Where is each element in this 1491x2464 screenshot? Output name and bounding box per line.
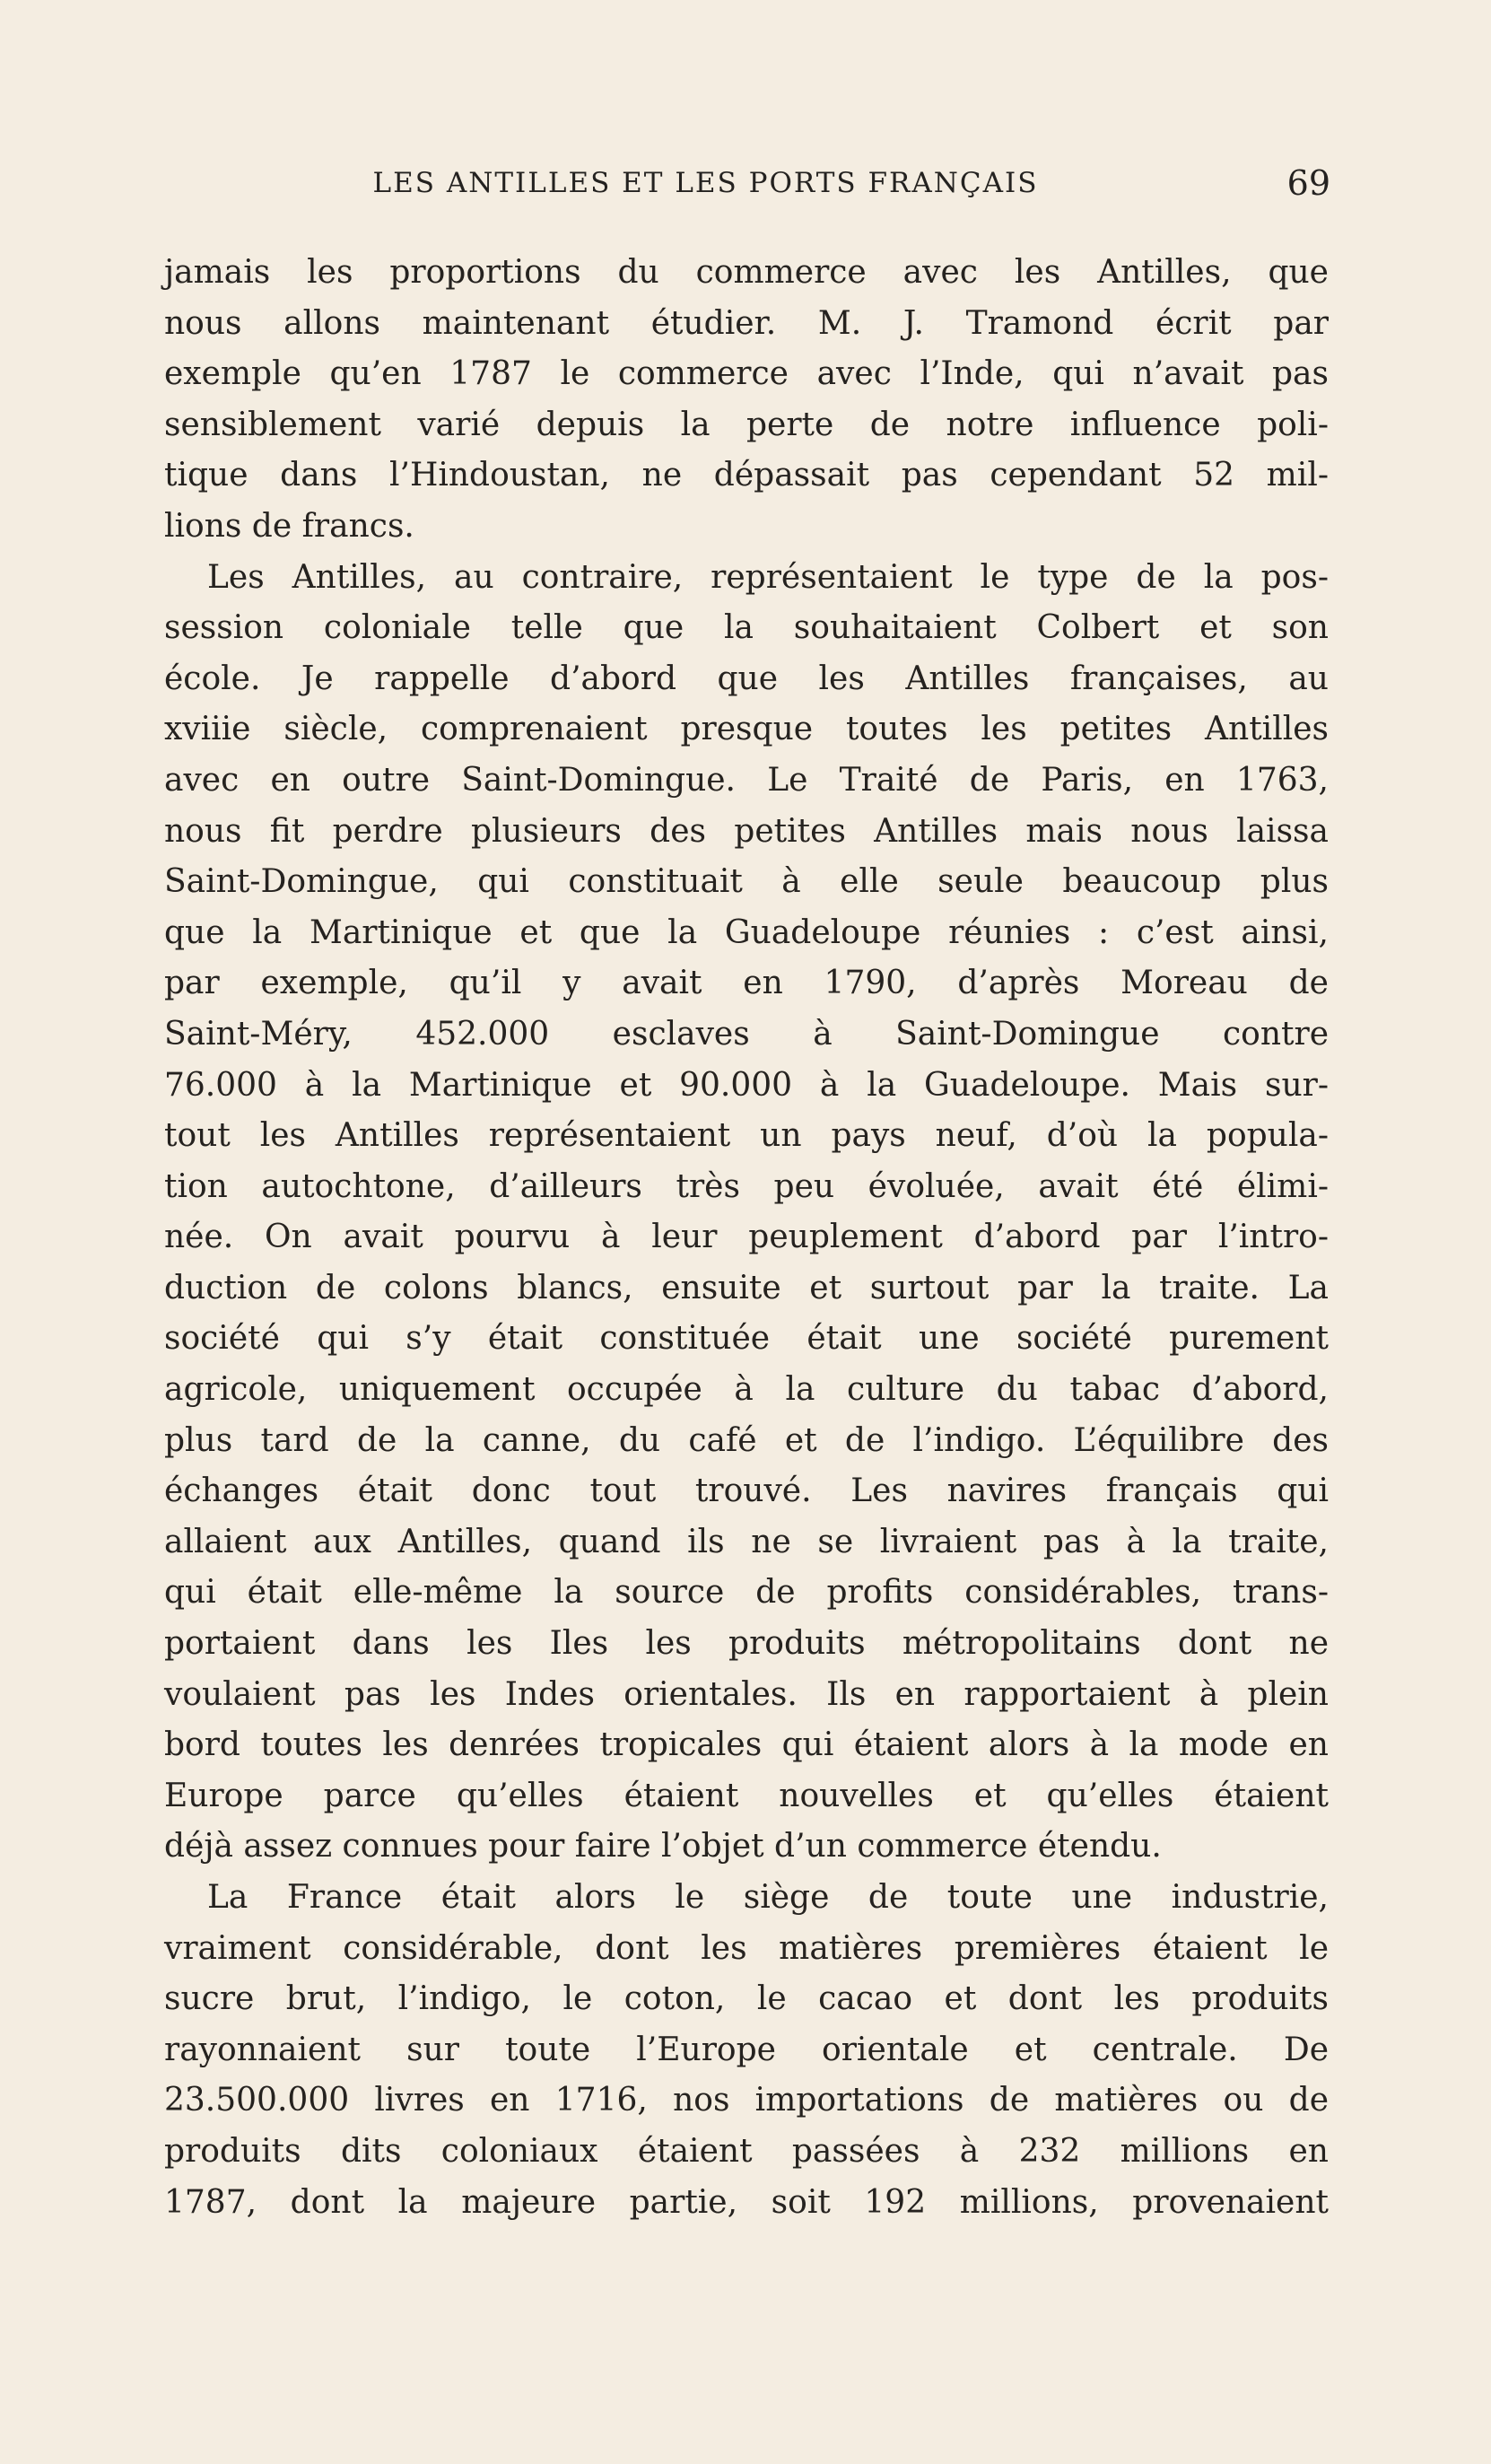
text-line: duction de colons blancs, ensuite et surtout par la traite. La xyxy=(164,1269,1329,1306)
paragraph xyxy=(164,1873,1329,2228)
text-line: tion autochtone, d’ailleurs très peu évoluée, avait été élimi- xyxy=(164,1167,1329,1205)
text-line: rayonnaient sur toute l’Europe orientale et centrale. De xyxy=(164,2031,1329,2068)
text-line: sucre brut, l’indigo, le coton, le cacao et dont les produits xyxy=(164,1980,1329,2018)
page-number: 69 xyxy=(1286,163,1330,203)
text-line: société qui s’y était constituée était une société purement xyxy=(164,1320,1329,1358)
text-line: voulaient pas les Indes orientales. Ils en rapportaient à plein xyxy=(164,1675,1329,1713)
text-line: avec en outre Saint-Domingue. Le Traité de Paris, en 1763, xyxy=(164,761,1329,799)
text-line: nous allons maintenant étudier. M. J. Tramond écrit par xyxy=(164,304,1329,342)
text-line: Europe parce qu’elles étaient nouvelles et qu’elles étaient xyxy=(164,1777,1329,1814)
text-line: Saint-Méry, 452.000 esclaves à Saint-Domingue contre xyxy=(164,1015,1329,1053)
text-line: 23.500.000 livres en 1716, nos importations de matières ou de xyxy=(164,2082,1329,2119)
text-line: produits dits coloniaux étaient passées à 232 millions en xyxy=(164,2132,1329,2170)
text-line: La France était alors le siège de toute une industrie, xyxy=(207,1879,1329,1916)
text-line: lions de francs. xyxy=(164,507,414,545)
text-line: échanges était donc tout trouvé. Les navires français qui xyxy=(164,1472,1329,1510)
text-line: bord toutes les denrées tropicales qui étaient alors à la mode en xyxy=(164,1726,1329,1764)
text-line: que la Martinique et que la Guadeloupe réunies : c’est ainsi, xyxy=(164,913,1329,951)
text-line: tique dans l’Hindoustan, ne dépassait pas cependant 52 mil- xyxy=(164,457,1329,494)
text-line: qui était elle-même la source de profits considérables, trans- xyxy=(164,1574,1329,1612)
text-line: née. On avait pourvu à leur peuplement d’abord par l’intro- xyxy=(164,1219,1329,1256)
text-line: 76.000 à la Martinique et 90.000 à la Guadeloupe. Mais sur- xyxy=(164,1066,1329,1104)
text-line: xviiie siècle, comprenaient presque toutes les petites Antilles xyxy=(164,711,1329,748)
text-line: par exemple, qu’il y avait en 1790, d’après Moreau de xyxy=(164,965,1329,1002)
text-line: déjà assez connues pour faire l’objet d’un commerce étendu. xyxy=(164,1828,1162,1865)
paragraph xyxy=(164,248,1329,553)
text-line: jamais les proportions du commerce avec les Antilles, que xyxy=(164,254,1329,291)
text-line: nous fit perdre plusieurs des petites Antilles mais nous laissa xyxy=(164,812,1329,850)
text-line: plus tard de la canne, du café et de l’indigo. L’équilibre des xyxy=(164,1421,1329,1459)
text-line: vraiment considérable, dont les matières premières étaient le xyxy=(164,1929,1329,1967)
text-line: exemple qu’en 1787 le commerce avec l’Inde, qui n’avait pas xyxy=(164,355,1329,393)
text-line: sensiblement varié depuis la perte de notre influence poli- xyxy=(164,406,1329,443)
text-line: école. Je rappelle d’abord que les Antilles françaises, au xyxy=(164,660,1329,697)
running-head xyxy=(161,163,1330,210)
text-line: Saint-Domingue, qui constituait à elle seule beaucoup plus xyxy=(164,863,1329,901)
text-line: Les Antilles, au contraire, représentaient le type de la pos- xyxy=(207,558,1329,596)
paragraph xyxy=(164,553,1329,1873)
text-line: allaient aux Antilles, quand ils ne se livraient pas à la traite, xyxy=(164,1523,1329,1560)
text-line: session coloniale telle que la souhaitaient Colbert et son xyxy=(164,609,1329,647)
body-text xyxy=(164,248,1329,2228)
text-line: agricole, uniquement occupée à la culture du tabac d’abord, xyxy=(164,1371,1329,1409)
text-line: 1787, dont la majeure partie, soit 192 millions, provenaient xyxy=(164,2183,1329,2221)
text-line: portaient dans les Iles les produits métropolitains dont ne xyxy=(164,1625,1329,1663)
running-title: LES ANTILLES ET LES PORTS FRANÇAIS xyxy=(372,167,1039,199)
text-line: tout les Antilles représentaient un pays neuf, d’où la popula- xyxy=(164,1117,1329,1155)
